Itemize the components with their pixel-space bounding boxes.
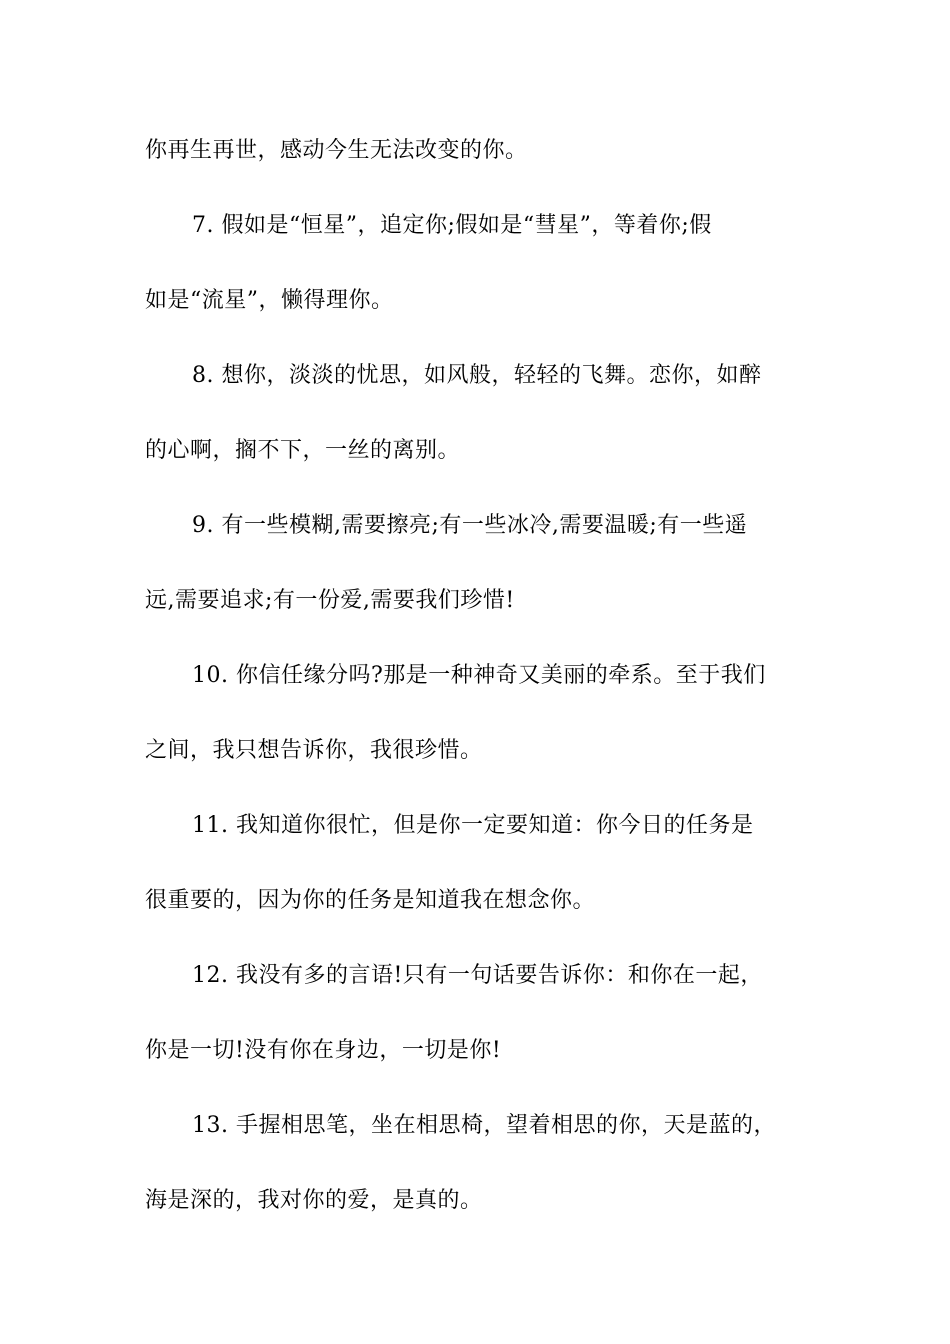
text-line: 12. 我没有多的言语!只有一句话要告诉你：和你在一起，	[192, 963, 763, 988]
text-line: 之间，我只想告诉你，我很珍惜。	[145, 738, 483, 763]
text-line: 11. 我知道你很忙，但是你一定要知道：你今日的任务是	[192, 813, 754, 838]
text-line: 很重要的，因为你的任务是知道我在想念你。	[145, 888, 596, 913]
text-line: 8. 想你，淡淡的忧思，如风般，轻轻的飞舞。恋你，如醉	[192, 363, 762, 388]
text-line: 10. 你信任缘分吗?那是一种神奇又美丽的牵系。至于我们	[192, 663, 766, 688]
text-line: 远,需要追求;有一份爱,需要我们珍惜!	[145, 588, 515, 613]
text-line: 的心啊，搁不下，一丝的离别。	[145, 438, 461, 463]
text-line: 如是“流星”，懒得理你。	[145, 288, 394, 313]
text-line: 9. 有一些模糊,需要擦亮;有一些冰冷,需要温暖;有一些遥	[192, 513, 748, 538]
text-line: 你再生再世，感动今生无法改变的你。	[145, 138, 528, 163]
text-line: 13. 手握相思笔，坐在相思椅，望着相思的你，天是蓝的，	[192, 1113, 776, 1138]
text-line: 7. 假如是“恒星”，追定你;假如是“彗星”，等着你;假	[192, 213, 712, 238]
text-line: 海是深的，我对你的爱，是真的。	[145, 1188, 483, 1213]
text-line: 你是一切!没有你在身边，一切是你!	[145, 1038, 502, 1063]
